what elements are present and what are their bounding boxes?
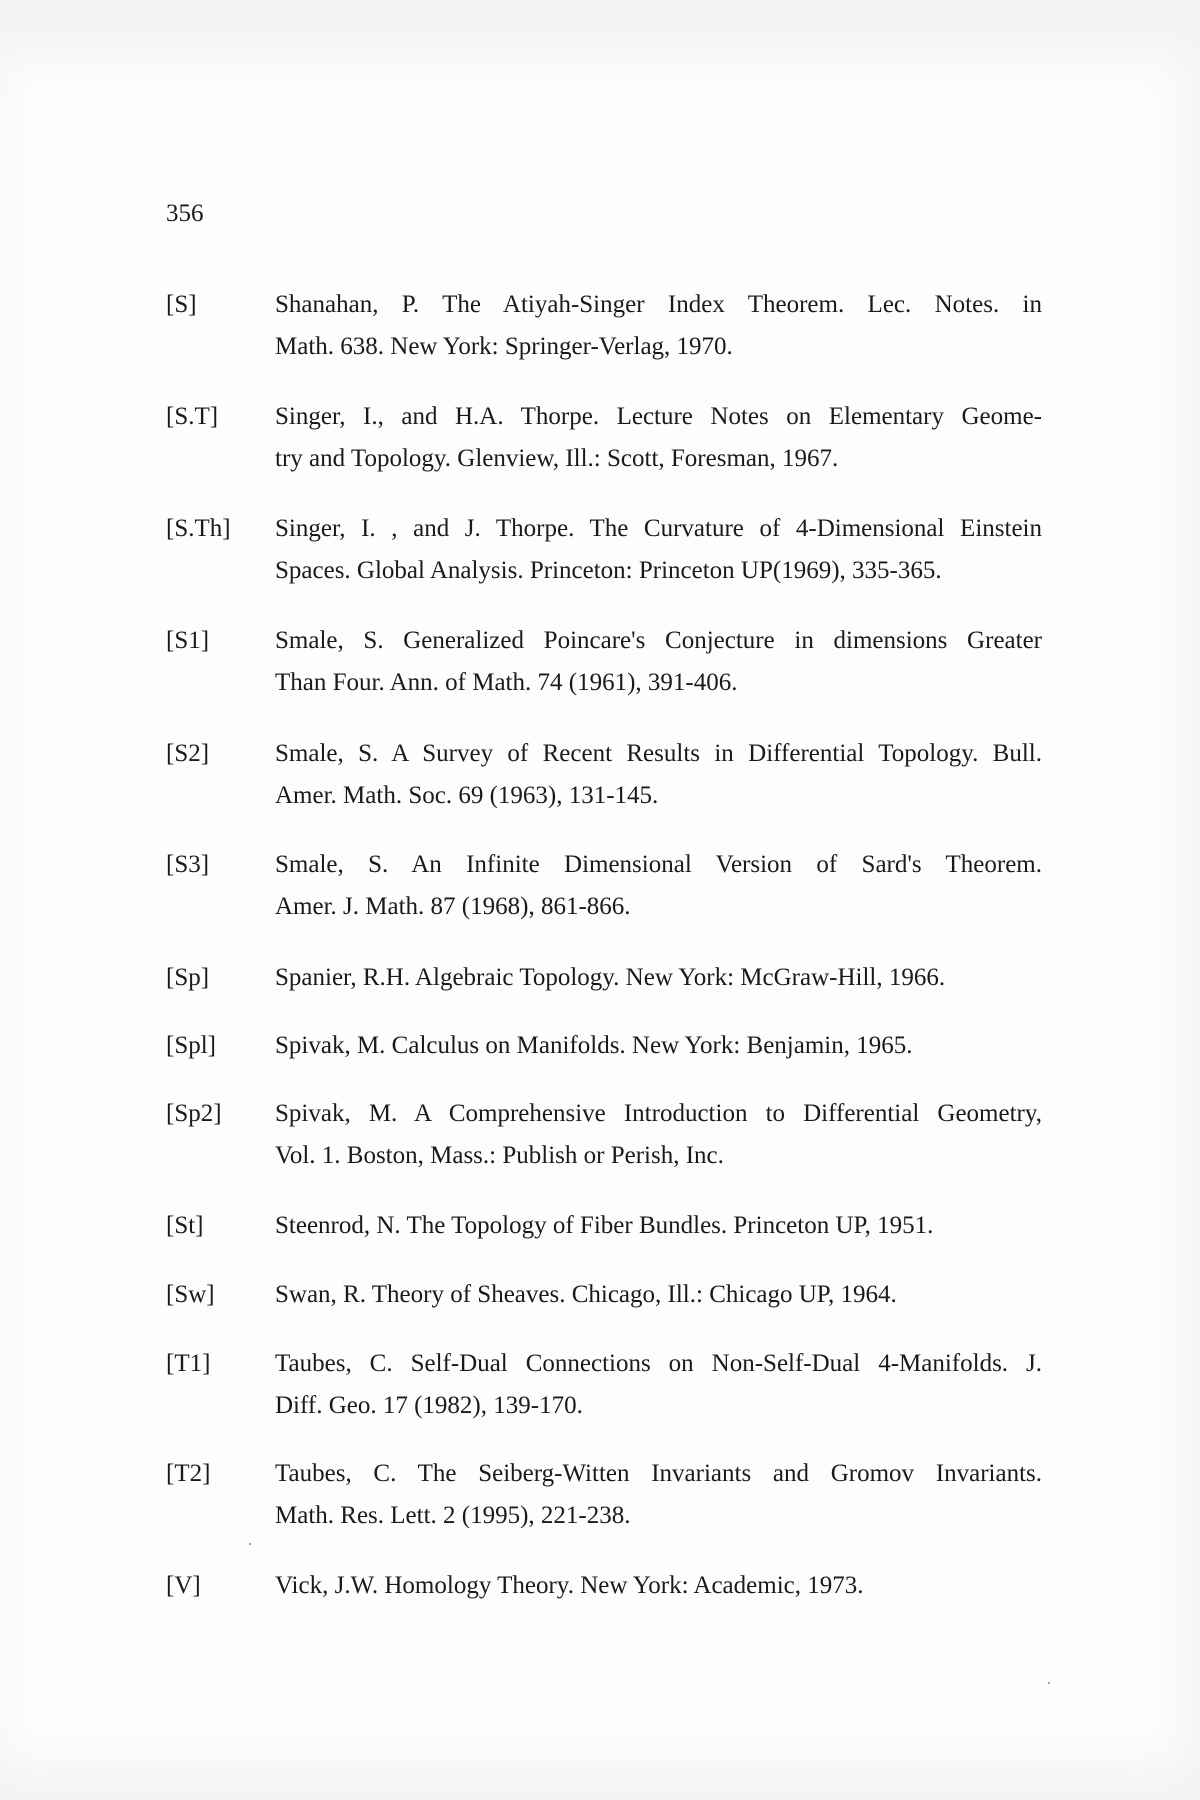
reference-key: [T2] <box>166 1460 211 1487</box>
reference-key: [Sw] <box>166 1281 215 1308</box>
scan-speck <box>249 1543 251 1545</box>
reference-line: Vol. 1. Boston, Mass.: Publish or Perish, Inc. <box>275 1142 724 1169</box>
reference-line: Vick, J.W. Homology Theory. New York: Academic, 1973. <box>275 1572 864 1599</box>
reference-text <box>275 508 1042 592</box>
reference-line: Diff. Geo. 17 (1982), 139-170. <box>275 1392 583 1419</box>
reference-line: Amer. J. Math. 87 (1968), 861-866. <box>275 893 631 920</box>
reference-key: [S.T] <box>166 403 219 430</box>
reference-line: Spaces. Global Analysis. Princeton: Princeton UP(1969), 335-365. <box>275 557 942 584</box>
reference-text <box>275 1343 1042 1427</box>
reference-text <box>275 957 1042 999</box>
reference-text <box>275 1025 1042 1067</box>
reference-key: [S] <box>166 291 197 318</box>
reference-text <box>275 1274 1042 1316</box>
reference-key: [S2] <box>166 740 210 767</box>
reference-text <box>275 733 1042 817</box>
reference-text <box>275 1453 1042 1537</box>
reference-key: [T1] <box>166 1350 211 1377</box>
reference-line: Steenrod, N. The Topology of Fiber Bundles. Princeton UP, 1951. <box>275 1212 934 1239</box>
reference-line: Taubes, C. The Seiberg-Witten Invariants and Gromov Invariants. <box>275 1460 1042 1487</box>
reference-key: [V] <box>166 1572 201 1599</box>
reference-line: Spivak, M. A Comprehensive Introduction to Differential Geometry, <box>275 1100 1042 1127</box>
reference-key: [Spl] <box>166 1032 216 1059</box>
reference-text <box>275 620 1042 704</box>
reference-text <box>275 1565 1042 1607</box>
reference-text <box>275 396 1042 480</box>
reference-line: Spivak, M. Calculus on Manifolds. New York: Benjamin, 1965. <box>275 1032 913 1059</box>
reference-text <box>275 284 1042 368</box>
reference-line: Spanier, R.H. Algebraic Topology. New York: McGraw-Hill, 1966. <box>275 964 946 991</box>
reference-line: Math. 638. New York: Springer-Verlag, 1970. <box>275 333 733 360</box>
reference-line: Singer, I., and H.A. Thorpe. Lecture Notes on Elementary Geome- <box>275 403 1042 430</box>
reference-key: [S3] <box>166 851 210 878</box>
scan-speck <box>1048 1682 1050 1684</box>
reference-line: try and Topology. Glenview, Ill.: Scott, Foresman, 1967. <box>275 445 839 472</box>
reference-line: Shanahan, P. The Atiyah-Singer Index Theorem. Lec. Notes. in <box>275 291 1042 318</box>
reference-key: [S1] <box>166 627 210 654</box>
reference-line: Smale, S. Generalized Poincare's Conjecture in dimensions Greater <box>275 627 1042 654</box>
reference-line: Smale, S. An Infinite Dimensional Version of Sard's Theorem. <box>275 851 1042 878</box>
reference-line: Amer. Math. Soc. 69 (1963), 131-145. <box>275 782 659 809</box>
reference-line: Singer, I. , and J. Thorpe. The Curvature of 4-Dimensional Einstein <box>275 515 1042 542</box>
reference-text <box>275 844 1042 928</box>
reference-key: [Sp2] <box>166 1100 222 1127</box>
reference-text <box>275 1093 1042 1177</box>
reference-line: Swan, R. Theory of Sheaves. Chicago, Ill.: Chicago UP, 1964. <box>275 1281 897 1308</box>
reference-key: [Sp] <box>166 964 210 991</box>
reference-key: [S.Th] <box>166 515 231 542</box>
reference-line: Smale, S. A Survey of Recent Results in Differential Topology. Bull. <box>275 740 1042 767</box>
reference-line: Than Four. Ann. of Math. 74 (1961), 391-406. <box>275 669 738 696</box>
page-number: 356 <box>166 200 204 227</box>
reference-key: [St] <box>166 1212 204 1239</box>
reference-text <box>275 1205 1042 1247</box>
reference-line: Taubes, C. Self-Dual Connections on Non-Self-Dual 4-Manifolds. J. <box>275 1350 1042 1377</box>
reference-line: Math. Res. Lett. 2 (1995), 221-238. <box>275 1502 631 1529</box>
